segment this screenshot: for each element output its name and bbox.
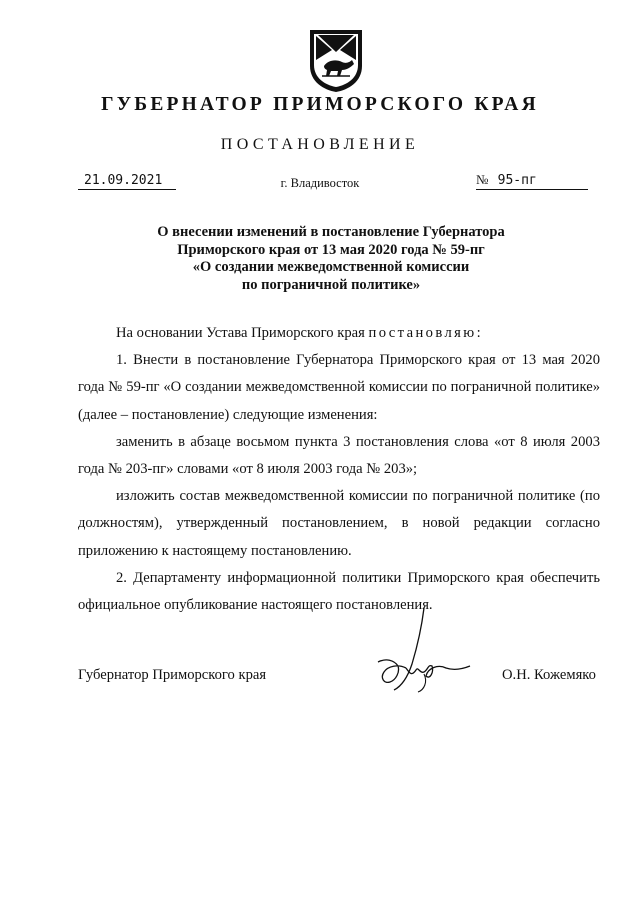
coat-of-arms-icon [304, 26, 368, 94]
document-title [100, 224, 562, 294]
handwritten-signature-icon [368, 604, 478, 696]
document-city: г. Владивосток [280, 176, 360, 190]
document-body [78, 320, 600, 619]
paragraph-3: изложить состав межведомственной комиссии по пограничной политике (по должностям), утвержденный постановлением, в новой редакции согласно приложению к настоящему постановлению. [78, 488, 600, 559]
title-line-2: Приморского края от 13 мая 2020 года № 59-пг [177, 241, 485, 258]
paragraph-1: 1. Внести в постановление Губернатора Приморского края от 13 мая 2020 года № 59-пг «О создании межведомственной комиссии по пограничной политике» (далее – постановление) следующие изменения: [78, 352, 600, 423]
intro-paragraph [78, 320, 600, 347]
paragraph-4: 2. Департаменту информационной политики Приморского края обеспечить официальное опубликование настоящего постановления. [78, 569, 600, 614]
authority-heading: ГУБЕРНАТОР ПРИМОРСКОГО КРАЯ [101, 94, 539, 115]
title-line-3: «О создании межведомственной комиссии [192, 259, 470, 275]
paragraph-2: заменить в абзаце восьмом пункта 3 постановления слова «от 8 июля 2003 года № 203-пг» словами «от 8 июля 2003 года № 203»; [78, 433, 600, 478]
intro-suffix: : [476, 325, 481, 341]
document-number [476, 171, 588, 190]
number-value: 95-пг [497, 173, 537, 188]
intro-keyword: постановляю [368, 325, 477, 341]
title-line-4: по пограничной политике» [241, 276, 421, 293]
document-date: 21.09.2021 [78, 172, 176, 190]
signatory-name: О.Н. Кожемяко [502, 667, 596, 683]
title-line-1: О внесении изменений в постановление Губернатора [157, 224, 505, 240]
intro-prefix: На основании Устава Приморского края [116, 325, 365, 341]
document-type: ПОСТАНОВЛЕНИЕ [220, 136, 420, 153]
number-sign: № [476, 172, 489, 187]
signatory-role: Губернатор Приморского края [78, 667, 267, 683]
